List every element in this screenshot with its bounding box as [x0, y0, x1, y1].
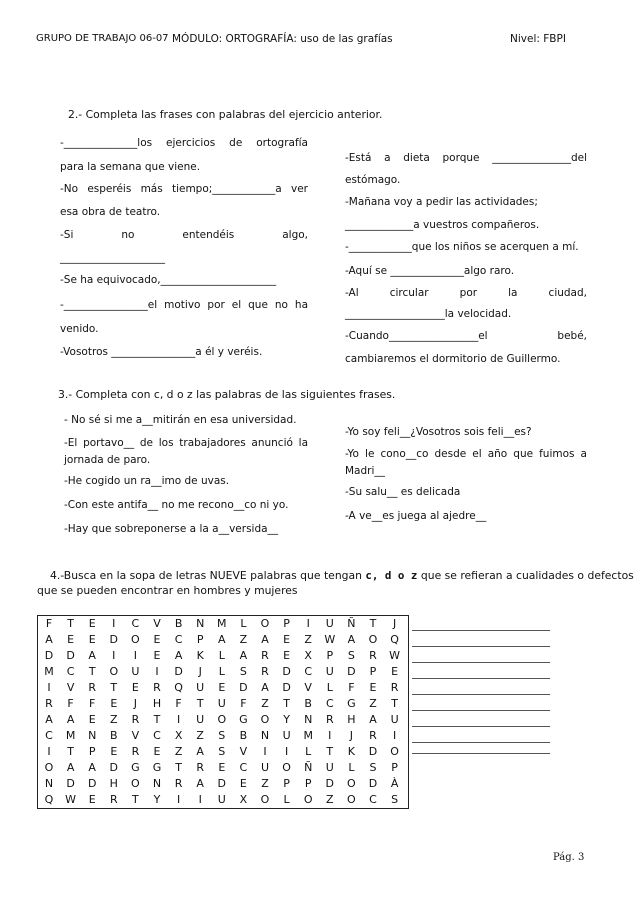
grid-cell[interactable]: A — [369, 713, 377, 726]
grid-cell[interactable]: Ñ — [347, 617, 356, 630]
grid-cell[interactable]: O — [303, 793, 313, 806]
grid-row — [38, 633, 408, 649]
grid-cell[interactable]: H — [109, 777, 118, 790]
grid-cell[interactable]: G — [131, 761, 140, 774]
answer-line-5[interactable] — [412, 694, 550, 695]
grid-cell[interactable]: K — [347, 745, 355, 758]
grid-cell[interactable]: E — [153, 633, 161, 646]
ex2-right-line-4: _____________a vuestros compañeros. — [345, 219, 540, 231]
grid-cell[interactable]: O — [260, 793, 270, 806]
grid-cell[interactable]: I — [392, 729, 397, 742]
ex2-left-col — [60, 136, 308, 367]
grid-cell[interactable]: A — [174, 649, 183, 662]
grid-cell[interactable]: K — [196, 649, 204, 662]
grid-cell[interactable]: U — [217, 793, 226, 806]
grid-cell[interactable]: R — [261, 665, 269, 678]
grid-cell[interactable]: G — [152, 761, 162, 774]
grid-cell[interactable]: P — [88, 745, 96, 758]
grid-cell[interactable]: R — [369, 729, 377, 742]
grid-cell[interactable]: Z — [261, 697, 269, 710]
grid-cell[interactable]: P — [326, 649, 334, 662]
grid-cell[interactable]: A — [88, 649, 96, 662]
grid-cell[interactable]: J — [198, 665, 202, 678]
grid-cell[interactable]: T — [67, 745, 74, 758]
ex2-left-line-4: esa obra de teatro. — [60, 206, 161, 218]
grid-cell[interactable]: T — [391, 697, 398, 710]
grid-row — [38, 681, 408, 697]
grid-cell[interactable]: B — [239, 729, 248, 742]
grid-cell[interactable]: D — [66, 777, 75, 790]
answer-line-7[interactable] — [412, 726, 550, 727]
grid-cell[interactable]: I — [47, 681, 51, 694]
grid-cell[interactable]: N — [304, 713, 313, 726]
grid-cell[interactable]: I — [155, 665, 159, 678]
grid-cell[interactable]: T — [283, 697, 290, 710]
grid-cell[interactable]: P — [283, 777, 290, 790]
grid-cell[interactable]: H — [347, 713, 356, 726]
grid-cell[interactable]: Y — [153, 793, 161, 806]
grid-cell[interactable]: R — [174, 777, 183, 790]
grid-cell[interactable]: B — [110, 729, 118, 742]
ex4-title-pre: 4.-Busca en la sopa de letras NUEVE palabras que tengan — [50, 569, 366, 582]
ex3-right-col — [345, 425, 587, 529]
ex4-title — [50, 569, 634, 582]
grid-cell[interactable]: T — [369, 617, 377, 630]
grid-cell[interactable]: V — [66, 681, 75, 694]
grid-cell[interactable]: D — [217, 777, 227, 790]
grid-cell[interactable]: R — [45, 697, 53, 710]
grid-cell[interactable]: C — [304, 665, 313, 678]
grid-cell[interactable]: R — [88, 681, 97, 694]
grid-cell[interactable]: P — [196, 633, 204, 646]
ex3-left-line-2: -El portavo__ de los trabajadores anunció la — [64, 437, 308, 449]
grid-cell[interactable]: A — [45, 713, 53, 726]
grid-row — [38, 697, 408, 713]
grid-cell[interactable]: M — [65, 729, 76, 742]
grid-cell[interactable]: E — [88, 793, 96, 806]
grid-row — [38, 761, 408, 777]
grid-cell[interactable]: X — [304, 649, 312, 662]
grid-cell[interactable]: C — [153, 729, 161, 742]
grid-cell[interactable]: V — [131, 729, 140, 742]
grid-cell[interactable]: R — [131, 745, 140, 758]
answer-line-8[interactable] — [412, 742, 550, 743]
grid-cell[interactable]: E — [218, 761, 226, 774]
grid-cell[interactable]: A — [45, 633, 53, 646]
grid-cell[interactable]: C — [66, 665, 75, 678]
answer-line-4[interactable] — [412, 678, 550, 679]
answer-line-2[interactable] — [412, 646, 550, 647]
grid-cell[interactable]: E — [391, 665, 399, 678]
grid-cell[interactable]: T — [326, 745, 334, 758]
grid-cell[interactable]: N — [152, 777, 162, 790]
grid-cell[interactable]: Ñ — [304, 761, 313, 774]
grid-cell[interactable]: D — [368, 777, 378, 790]
grid-cell[interactable]: U — [217, 697, 226, 710]
grid-cell[interactable]: A — [66, 761, 75, 774]
grid-cell[interactable]: U — [325, 761, 334, 774]
grid-cell[interactable]: O — [260, 617, 270, 630]
grid-cell[interactable]: O — [347, 793, 356, 806]
ex2-left-line-1: -______________los ejercicios de ortografía — [60, 137, 308, 149]
grid-cell[interactable]: I — [176, 713, 181, 726]
grid-cell[interactable]: E — [153, 745, 161, 758]
grid-cell[interactable]: A — [196, 777, 204, 790]
grid-cell[interactable]: N — [196, 617, 205, 630]
grid-cell[interactable]: U — [196, 713, 205, 726]
grid-cell[interactable]: A — [218, 633, 226, 646]
grid-cell[interactable]: P — [304, 777, 312, 790]
grid-cell[interactable]: L — [283, 793, 290, 806]
grid-cell[interactable]: Z — [261, 777, 269, 790]
grid-cell[interactable]: O — [217, 713, 227, 726]
grid-cell[interactable]: Q — [390, 633, 399, 646]
grid-cell[interactable]: T — [67, 617, 74, 630]
grid-cell[interactable]: E — [88, 633, 96, 646]
grid-cell[interactable]: D — [44, 649, 54, 662]
grid-cell[interactable]: Z — [110, 713, 118, 726]
grid-cell[interactable]: B — [174, 617, 183, 630]
grid-cell[interactable]: J — [133, 697, 138, 710]
grid-cell[interactable]: T — [110, 681, 118, 694]
ex3-left-line-1: - No sé si me a__mitirán en esa universidad. — [64, 414, 297, 426]
grid-cell[interactable]: D — [174, 665, 183, 678]
grid-cell[interactable]: F — [89, 697, 96, 710]
ex2-left-line-10: -Vosotros ________________a él y veréis. — [60, 346, 263, 358]
grid-cell[interactable]: R — [153, 681, 161, 694]
grid-cell[interactable]: R — [390, 681, 399, 694]
grid-cell[interactable]: C — [174, 633, 183, 646]
grid-cell[interactable]: I — [112, 649, 116, 662]
grid-cell[interactable]: L — [218, 649, 225, 662]
ex3-left-line-6: -Hay que sobreponerse a la a__versida__ — [64, 523, 279, 535]
ex2-right-line-7: -Al circular por la ciudad, — [345, 287, 587, 299]
grid-cell[interactable]: U — [282, 729, 291, 742]
ex2-right-line-8: ___________________la velocidad. — [345, 308, 512, 320]
grid-cell[interactable]: D — [109, 761, 119, 774]
grid-cell[interactable]: S — [391, 793, 399, 806]
grid-cell[interactable]: F — [348, 681, 355, 694]
ex4-title-bold: c, d o z — [365, 569, 418, 582]
grid-cell[interactable]: S — [239, 665, 247, 678]
ex2-right-line-10: cambiaremos el dormitorio de Guillermo. — [345, 353, 561, 365]
ex2-left-line-2: para la semana que viene. — [60, 161, 201, 173]
grid-row — [38, 713, 408, 729]
grid-cell[interactable]: I — [198, 793, 202, 806]
grid-cell[interactable]: G — [347, 697, 356, 710]
page-number: Pág. 3 — [553, 852, 585, 863]
grid-row — [38, 793, 408, 809]
ex3-title: 3.- Completa con c, d o z las palabras de las siguientes frases. — [58, 388, 396, 401]
ex2-right-line-6: -Aquí se ______________algo raro. — [345, 265, 515, 277]
grid-cell[interactable]: J — [392, 617, 397, 630]
grid-cell[interactable]: D — [239, 681, 248, 694]
ex2-title: 2.- Completa las frases con palabras del ejercicio anterior. — [68, 108, 383, 121]
grid-cell[interactable]: E — [218, 681, 226, 694]
grid-cell[interactable]: S — [369, 761, 377, 774]
grid-cell[interactable]: H — [152, 697, 162, 710]
grid-cell[interactable]: T — [175, 761, 182, 774]
grid-cell[interactable]: R — [109, 793, 118, 806]
grid-cell[interactable]: T — [132, 793, 139, 806]
grid-cell[interactable]: M — [217, 617, 227, 630]
grid-cell[interactable]: I — [263, 745, 267, 758]
ex3-right-line-5: -A ve__es juega al ajedre__ — [345, 510, 487, 522]
grid-cell[interactable]: Z — [174, 745, 183, 758]
grid-cell[interactable]: Z — [239, 633, 248, 646]
grid-cell[interactable]: E — [369, 681, 377, 694]
grid-cell[interactable]: Q — [174, 681, 183, 694]
grid-cell[interactable]: X — [174, 729, 183, 742]
grid-cell[interactable]: I — [112, 617, 116, 630]
grid-cell[interactable]: S — [218, 745, 226, 758]
grid-cell[interactable]: A — [261, 633, 269, 646]
grid-cell[interactable]: C — [325, 697, 334, 710]
grid-cell[interactable]: L — [305, 745, 312, 758]
word-search-grid — [37, 615, 409, 809]
ex2-left-line-6: ____________________ — [60, 252, 165, 264]
grid-cell[interactable]: I — [284, 745, 289, 758]
grid-cell[interactable]: E — [110, 697, 118, 710]
grid-cell[interactable]: A — [261, 681, 269, 694]
grid-cell[interactable]: A — [88, 761, 96, 774]
grid-cell[interactable]: C — [239, 761, 248, 774]
ex2-right-line-9: -Cuando_________________el bebé, — [345, 330, 587, 342]
grid-cell[interactable]: R — [196, 761, 205, 774]
grid-cell[interactable]: L — [326, 681, 333, 694]
grid-cell[interactable]: U — [260, 761, 270, 774]
grid-cell[interactable]: D — [368, 745, 378, 758]
grid-cell[interactable]: A — [66, 713, 75, 726]
grid-cell[interactable]: Z — [196, 729, 204, 742]
grid-cell[interactable]: P — [391, 761, 398, 774]
grid-cell[interactable]: A — [347, 633, 356, 646]
grid-cell[interactable]: E — [67, 633, 75, 646]
grid-cell[interactable]: I — [133, 649, 138, 662]
grid-cell[interactable]: E — [153, 649, 161, 662]
ex3-right-line-3: Madri__ — [345, 465, 385, 477]
grid-cell[interactable]: O — [131, 777, 140, 790]
grid-row — [38, 729, 408, 745]
grid-cell[interactable]: S — [218, 729, 226, 742]
grid-cell[interactable]: R — [325, 713, 334, 726]
grid-cell[interactable]: E — [283, 649, 291, 662]
grid-cell[interactable]: L — [240, 617, 247, 630]
grid-cell[interactable]: O — [390, 745, 399, 758]
grid-cell[interactable]: S — [347, 649, 355, 662]
ex2-left-line-9: venido. — [60, 323, 99, 335]
ex3-left-line-4: -He cogido un ra__imo de uvas. — [64, 475, 230, 487]
ex3-left-line-5: -Con este antifa__ no me recono__co ni yo. — [64, 499, 289, 511]
grid-cell[interactable]: O — [260, 713, 270, 726]
ex2-left-line-8: -________________el motivo por el que no ha — [60, 299, 308, 311]
grid-cell[interactable]: O — [282, 761, 291, 774]
grid-cell[interactable]: I — [47, 745, 51, 758]
grid-row — [38, 665, 408, 681]
grid-cell[interactable]: D — [347, 665, 356, 678]
grid-row — [38, 777, 408, 793]
ex3-left-line-3: jornada de paro. — [64, 454, 151, 466]
grid-cell[interactable]: D — [87, 777, 97, 790]
grid-cell[interactable]: B — [304, 697, 312, 710]
grid-cell[interactable]: V — [153, 617, 161, 630]
grid-cell[interactable]: D — [325, 777, 335, 790]
grid-cell[interactable]: E — [131, 681, 139, 694]
grid-cell[interactable]: V — [239, 745, 248, 758]
answer-line-3[interactable] — [412, 662, 550, 663]
grid-cell[interactable]: C — [45, 729, 53, 742]
grid-cell[interactable]: I — [176, 793, 181, 806]
grid-cell[interactable]: V — [304, 681, 312, 694]
grid-cell[interactable]: W — [389, 649, 401, 662]
grid-cell[interactable]: T — [88, 665, 96, 678]
grid-cell[interactable]: P — [283, 617, 290, 630]
grid-cell[interactable]: W — [324, 633, 336, 646]
grid-cell[interactable]: I — [306, 617, 310, 630]
grid-cell[interactable]: N — [44, 777, 54, 790]
grid-cell[interactable]: O — [109, 665, 119, 678]
grid-cell[interactable]: Z — [304, 633, 312, 646]
ex2-left-line-5: -Si no entendéis algo, — [60, 229, 308, 241]
grid-cell[interactable]: M — [303, 729, 313, 742]
grid-cell[interactable]: N — [260, 729, 270, 742]
grid-cell[interactable]: O — [368, 633, 378, 646]
grid-cell[interactable]: Q — [44, 793, 54, 806]
grid-row — [38, 745, 408, 761]
ex2-right-line-1: -Está a dieta porque _______________del — [345, 152, 587, 164]
ex3-right-line-1: -Yo soy feli__¿Vosotros sois feli__es? — [345, 426, 532, 438]
ex3-left-col — [64, 413, 308, 542]
grid-cell[interactable]: À — [390, 777, 399, 790]
ex2-right-line-5: -____________que los niños se acerquen a mí. — [345, 241, 579, 253]
ex2-left-line-7: -Se ha equivocado,______________________ — [60, 274, 277, 286]
grid-cell[interactable]: E — [88, 617, 96, 630]
grid-cell[interactable]: W — [65, 793, 77, 806]
grid-cell[interactable]: U — [196, 681, 205, 694]
grid-cell[interactable]: M — [44, 665, 54, 678]
answer-line-6[interactable] — [412, 710, 550, 711]
grid-cell[interactable]: Y — [283, 713, 290, 726]
ex4-title-line2: que se pueden encontrar en hombres y mujeres — [37, 584, 298, 597]
grid-cell[interactable]: E — [110, 745, 118, 758]
grid-cell[interactable]: D — [66, 649, 75, 662]
ex4-title-post: que se refieran a cualidades o defectos — [417, 569, 634, 582]
ex2-left-line-3: -No esperéis más tiempo;____________a ver — [60, 183, 308, 195]
grid-cell[interactable]: Z — [326, 793, 334, 806]
grid-cell[interactable]: A — [196, 745, 204, 758]
grid-cell[interactable]: I — [328, 729, 332, 742]
grid-row — [38, 617, 408, 633]
grid-row — [38, 649, 408, 665]
header-group: GRUPO DE TRABAJO 06-07 — [36, 33, 169, 44]
ex3-right-line-2: -Yo le cono__co desde el año que fuimos a — [345, 448, 587, 460]
grid-cell[interactable]: U — [390, 713, 399, 726]
grid-cell[interactable]: T — [153, 713, 161, 726]
grid-cell[interactable]: T — [196, 697, 204, 710]
grid-cell[interactable]: R — [131, 713, 140, 726]
answer-line-1[interactable] — [412, 630, 550, 631]
grid-cell[interactable]: F — [45, 617, 53, 630]
grid-cell[interactable]: C — [369, 793, 377, 806]
grid-cell[interactable]: A — [239, 649, 248, 662]
grid-cell[interactable]: F — [240, 697, 247, 710]
grid-cell[interactable]: O — [347, 777, 356, 790]
grid-cell[interactable]: R — [261, 649, 269, 662]
grid-cell[interactable]: L — [218, 665, 225, 678]
grid-cell[interactable]: J — [349, 729, 354, 742]
grid-cell[interactable]: X — [239, 793, 248, 806]
grid-cell[interactable]: R — [369, 649, 377, 662]
grid-cell[interactable]: G — [239, 713, 248, 726]
ex3-right-line-4: -Su salu__ es delicada — [345, 486, 461, 498]
header-module: MÓDULO: ORTOGRAFÍA: uso de las grafías — [172, 33, 393, 45]
grid-cell[interactable]: O — [44, 761, 54, 774]
grid-cell[interactable]: F — [67, 697, 74, 710]
grid-cell[interactable]: D — [282, 681, 291, 694]
grid-cell[interactable]: E — [239, 777, 247, 790]
grid-cell[interactable]: F — [175, 697, 182, 710]
grid-cell[interactable]: D — [109, 633, 119, 646]
grid-cell[interactable]: L — [348, 761, 355, 774]
ex2-right-col — [345, 151, 587, 372]
grid-cell[interactable]: U — [325, 665, 334, 678]
grid-cell[interactable]: N — [88, 729, 97, 742]
grid-cell[interactable]: C — [131, 617, 140, 630]
grid-cell[interactable]: E — [283, 633, 291, 646]
ex2-right-line-3: -Mañana voy a pedir las actividades; — [345, 196, 538, 208]
answer-line-9[interactable] — [412, 753, 550, 754]
ex2-right-line-2: estómago. — [345, 174, 401, 186]
header-level: Nivel: FBPI — [510, 33, 566, 45]
grid-cell[interactable]: Z — [369, 697, 377, 710]
grid-cell[interactable]: O — [131, 633, 140, 646]
grid-cell[interactable]: U — [325, 617, 334, 630]
grid-cell[interactable]: U — [131, 665, 140, 678]
grid-cell[interactable]: P — [369, 665, 377, 678]
grid-cell[interactable]: D — [282, 665, 291, 678]
grid-cell[interactable]: E — [88, 713, 96, 726]
